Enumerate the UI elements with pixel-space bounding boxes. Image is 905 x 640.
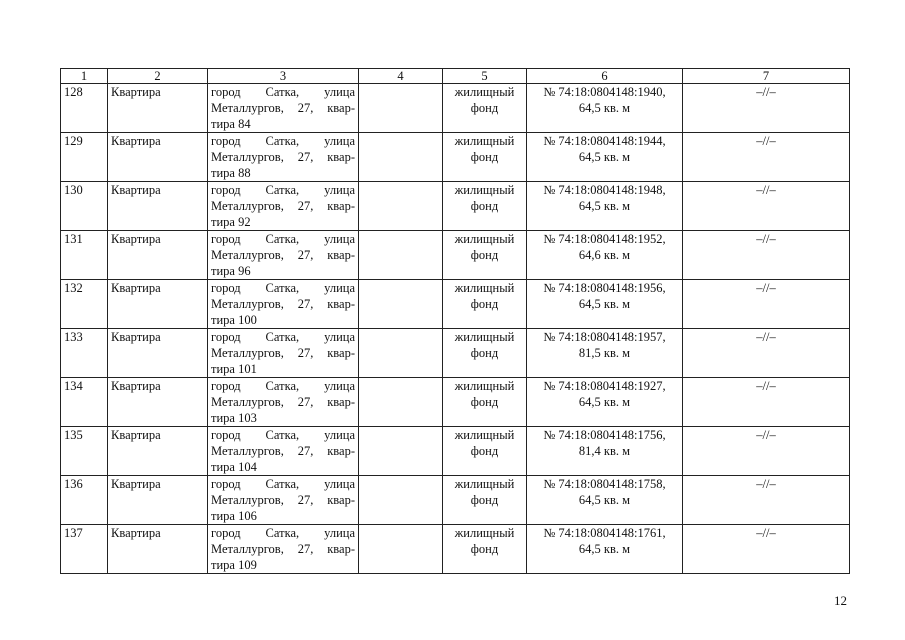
- cadastral-info: [527, 84, 683, 133]
- table-row: [61, 378, 850, 427]
- col4-cell: [359, 182, 443, 231]
- cadastral-number: № 74:18:0804148:1758,: [543, 477, 666, 491]
- address-line-2: Металлургов, 27, квар-: [211, 199, 355, 213]
- table-row: [61, 231, 850, 280]
- remark-cell: –//–: [683, 84, 850, 133]
- table-row: [61, 182, 850, 231]
- cadastral-number: № 74:18:0804148:1940,: [543, 85, 666, 99]
- object-purpose: [443, 182, 527, 231]
- address-line-3: тира 104: [211, 460, 257, 474]
- row-number: 128: [61, 84, 108, 133]
- address-line-1: город Сатка, улица: [211, 281, 355, 295]
- object-purpose: [443, 231, 527, 280]
- object-type: Квартира: [108, 182, 208, 231]
- purpose-line-2: фонд: [470, 542, 499, 556]
- header-col-2: 2: [108, 69, 208, 84]
- address-line-1: город Сатка, улица: [211, 379, 355, 393]
- table-header: [61, 69, 850, 84]
- purpose-line-2: фонд: [470, 150, 499, 164]
- header-col-4: 4: [359, 69, 443, 84]
- remark-cell: –//–: [683, 427, 850, 476]
- object-address: [208, 476, 359, 525]
- object-address: [208, 133, 359, 182]
- table-row: [61, 133, 850, 182]
- object-address: [208, 329, 359, 378]
- object-address: [208, 378, 359, 427]
- address-line-3: тира 103: [211, 411, 257, 425]
- purpose-line-2: фонд: [470, 395, 499, 409]
- address-line-3: тира 84: [211, 117, 251, 131]
- purpose-line-1: жилищный: [454, 428, 515, 442]
- cadastral-number: № 74:18:0804148:1957,: [543, 330, 666, 344]
- object-purpose: [443, 133, 527, 182]
- cadastral-number: № 74:18:0804148:1944,: [543, 134, 666, 148]
- remark-cell: –//–: [683, 476, 850, 525]
- page-number: 12: [834, 593, 847, 608]
- header-col-5: 5: [443, 69, 527, 84]
- table-body: [61, 84, 850, 574]
- col4-cell: [359, 378, 443, 427]
- purpose-line-1: жилищный: [454, 232, 515, 246]
- address-line-1: город Сатка, улица: [211, 85, 355, 99]
- col4-cell: [359, 280, 443, 329]
- address-line-2: Металлургов, 27, квар-: [211, 150, 355, 164]
- address-line-3: тира 92: [211, 215, 251, 229]
- row-number: 136: [61, 476, 108, 525]
- address-line-2: Металлургов, 27, квар-: [211, 444, 355, 458]
- cadastral-info: [527, 476, 683, 525]
- col4-cell: [359, 84, 443, 133]
- row-number: 137: [61, 525, 108, 574]
- address-line-3: тира 88: [211, 166, 251, 180]
- address-line-2: Металлургов, 27, квар-: [211, 297, 355, 311]
- purpose-line-1: жилищный: [454, 330, 515, 344]
- purpose-line-2: фонд: [470, 297, 499, 311]
- area-value: 64,5 кв. м: [578, 542, 631, 556]
- cadastral-info: [527, 280, 683, 329]
- area-value: 64,5 кв. м: [578, 493, 631, 507]
- object-type: Квартира: [108, 329, 208, 378]
- area-value: 81,5 кв. м: [578, 346, 631, 360]
- address-line-2: Металлургов, 27, квар-: [211, 542, 355, 556]
- table-row: [61, 476, 850, 525]
- area-value: 64,5 кв. м: [578, 101, 631, 115]
- cadastral-info: [527, 182, 683, 231]
- object-address: [208, 182, 359, 231]
- row-number: 133: [61, 329, 108, 378]
- purpose-line-2: фонд: [470, 444, 499, 458]
- purpose-line-1: жилищный: [454, 281, 515, 295]
- address-line-2: Металлургов, 27, квар-: [211, 395, 355, 409]
- col4-cell: [359, 476, 443, 525]
- object-type: Квартира: [108, 84, 208, 133]
- area-value: 64,5 кв. м: [578, 297, 631, 311]
- object-address: [208, 231, 359, 280]
- object-purpose: [443, 84, 527, 133]
- purpose-line-1: жилищный: [454, 183, 515, 197]
- remark-cell: –//–: [683, 378, 850, 427]
- address-line-1: город Сатка, улица: [211, 232, 355, 246]
- object-type: Квартира: [108, 231, 208, 280]
- cadastral-info: [527, 525, 683, 574]
- row-number: 132: [61, 280, 108, 329]
- object-purpose: [443, 378, 527, 427]
- cadastral-number: № 74:18:0804148:1952,: [543, 232, 666, 246]
- object-type: Квартира: [108, 133, 208, 182]
- address-line-2: Металлургов, 27, квар-: [211, 101, 355, 115]
- cadastral-info: [527, 329, 683, 378]
- object-address: [208, 427, 359, 476]
- object-address: [208, 525, 359, 574]
- address-line-1: город Сатка, улица: [211, 134, 355, 148]
- remark-cell: –//–: [683, 525, 850, 574]
- object-type: Квартира: [108, 476, 208, 525]
- remark-cell: –//–: [683, 133, 850, 182]
- purpose-line-2: фонд: [470, 101, 499, 115]
- table-row: [61, 329, 850, 378]
- cadastral-number: № 74:18:0804148:1756,: [543, 428, 666, 442]
- header-col-3: 3: [208, 69, 359, 84]
- purpose-line-1: жилищный: [454, 526, 515, 540]
- cadastral-info: [527, 133, 683, 182]
- row-number: 130: [61, 182, 108, 231]
- object-type: Квартира: [108, 280, 208, 329]
- property-table: [60, 68, 850, 574]
- address-line-1: город Сатка, улица: [211, 183, 355, 197]
- object-purpose: [443, 525, 527, 574]
- object-address: [208, 280, 359, 329]
- cadastral-number: № 74:18:0804148:1927,: [543, 379, 666, 393]
- col4-cell: [359, 427, 443, 476]
- table-row: [61, 84, 850, 133]
- object-purpose: [443, 476, 527, 525]
- purpose-line-2: фонд: [470, 248, 499, 262]
- address-line-3: тира 106: [211, 509, 257, 523]
- header-col-7: 7: [683, 69, 850, 84]
- address-line-1: город Сатка, улица: [211, 477, 355, 491]
- cadastral-number: № 74:18:0804148:1948,: [543, 183, 666, 197]
- purpose-line-2: фонд: [470, 199, 499, 213]
- remark-cell: –//–: [683, 280, 850, 329]
- object-purpose: [443, 280, 527, 329]
- address-line-3: тира 101: [211, 362, 257, 376]
- purpose-line-1: жилищный: [454, 134, 515, 148]
- address-line-2: Металлургов, 27, квар-: [211, 493, 355, 507]
- table-row: [61, 427, 850, 476]
- row-number: 129: [61, 133, 108, 182]
- col4-cell: [359, 329, 443, 378]
- address-line-2: Металлургов, 27, квар-: [211, 248, 355, 262]
- header-row: [61, 69, 850, 84]
- header-col-6: 6: [527, 69, 683, 84]
- object-purpose: [443, 427, 527, 476]
- purpose-line-1: жилищный: [454, 477, 515, 491]
- object-address: [208, 84, 359, 133]
- address-line-1: город Сатка, улица: [211, 330, 355, 344]
- purpose-line-2: фонд: [470, 346, 499, 360]
- cadastral-info: [527, 378, 683, 427]
- header-col-1: 1: [61, 69, 108, 84]
- address-line-3: тира 109: [211, 558, 257, 572]
- address-line-3: тира 100: [211, 313, 257, 327]
- area-value: 64,5 кв. м: [578, 395, 631, 409]
- address-line-2: Металлургов, 27, квар-: [211, 346, 355, 360]
- object-type: Квартира: [108, 427, 208, 476]
- address-line-3: тира 96: [211, 264, 251, 278]
- cadastral-info: [527, 427, 683, 476]
- table-row: [61, 280, 850, 329]
- row-number: 131: [61, 231, 108, 280]
- area-value: 64,5 кв. м: [578, 150, 631, 164]
- area-value: 64,6 кв. м: [578, 248, 631, 262]
- row-number: 134: [61, 378, 108, 427]
- col4-cell: [359, 133, 443, 182]
- col4-cell: [359, 525, 443, 574]
- object-type: Квартира: [108, 378, 208, 427]
- address-line-1: город Сатка, улица: [211, 428, 355, 442]
- row-number: 135: [61, 427, 108, 476]
- remark-cell: –//–: [683, 329, 850, 378]
- col4-cell: [359, 231, 443, 280]
- address-line-1: город Сатка, улица: [211, 526, 355, 540]
- table-row: [61, 525, 850, 574]
- purpose-line-2: фонд: [470, 493, 499, 507]
- cadastral-number: № 74:18:0804148:1761,: [543, 526, 666, 540]
- remark-cell: –//–: [683, 231, 850, 280]
- remark-cell: –//–: [683, 182, 850, 231]
- area-value: 81,4 кв. м: [578, 444, 631, 458]
- object-type: Квартира: [108, 525, 208, 574]
- purpose-line-1: жилищный: [454, 85, 515, 99]
- cadastral-info: [527, 231, 683, 280]
- object-purpose: [443, 329, 527, 378]
- area-value: 64,5 кв. м: [578, 199, 631, 213]
- purpose-line-1: жилищный: [454, 379, 515, 393]
- cadastral-number: № 74:18:0804148:1956,: [543, 281, 666, 295]
